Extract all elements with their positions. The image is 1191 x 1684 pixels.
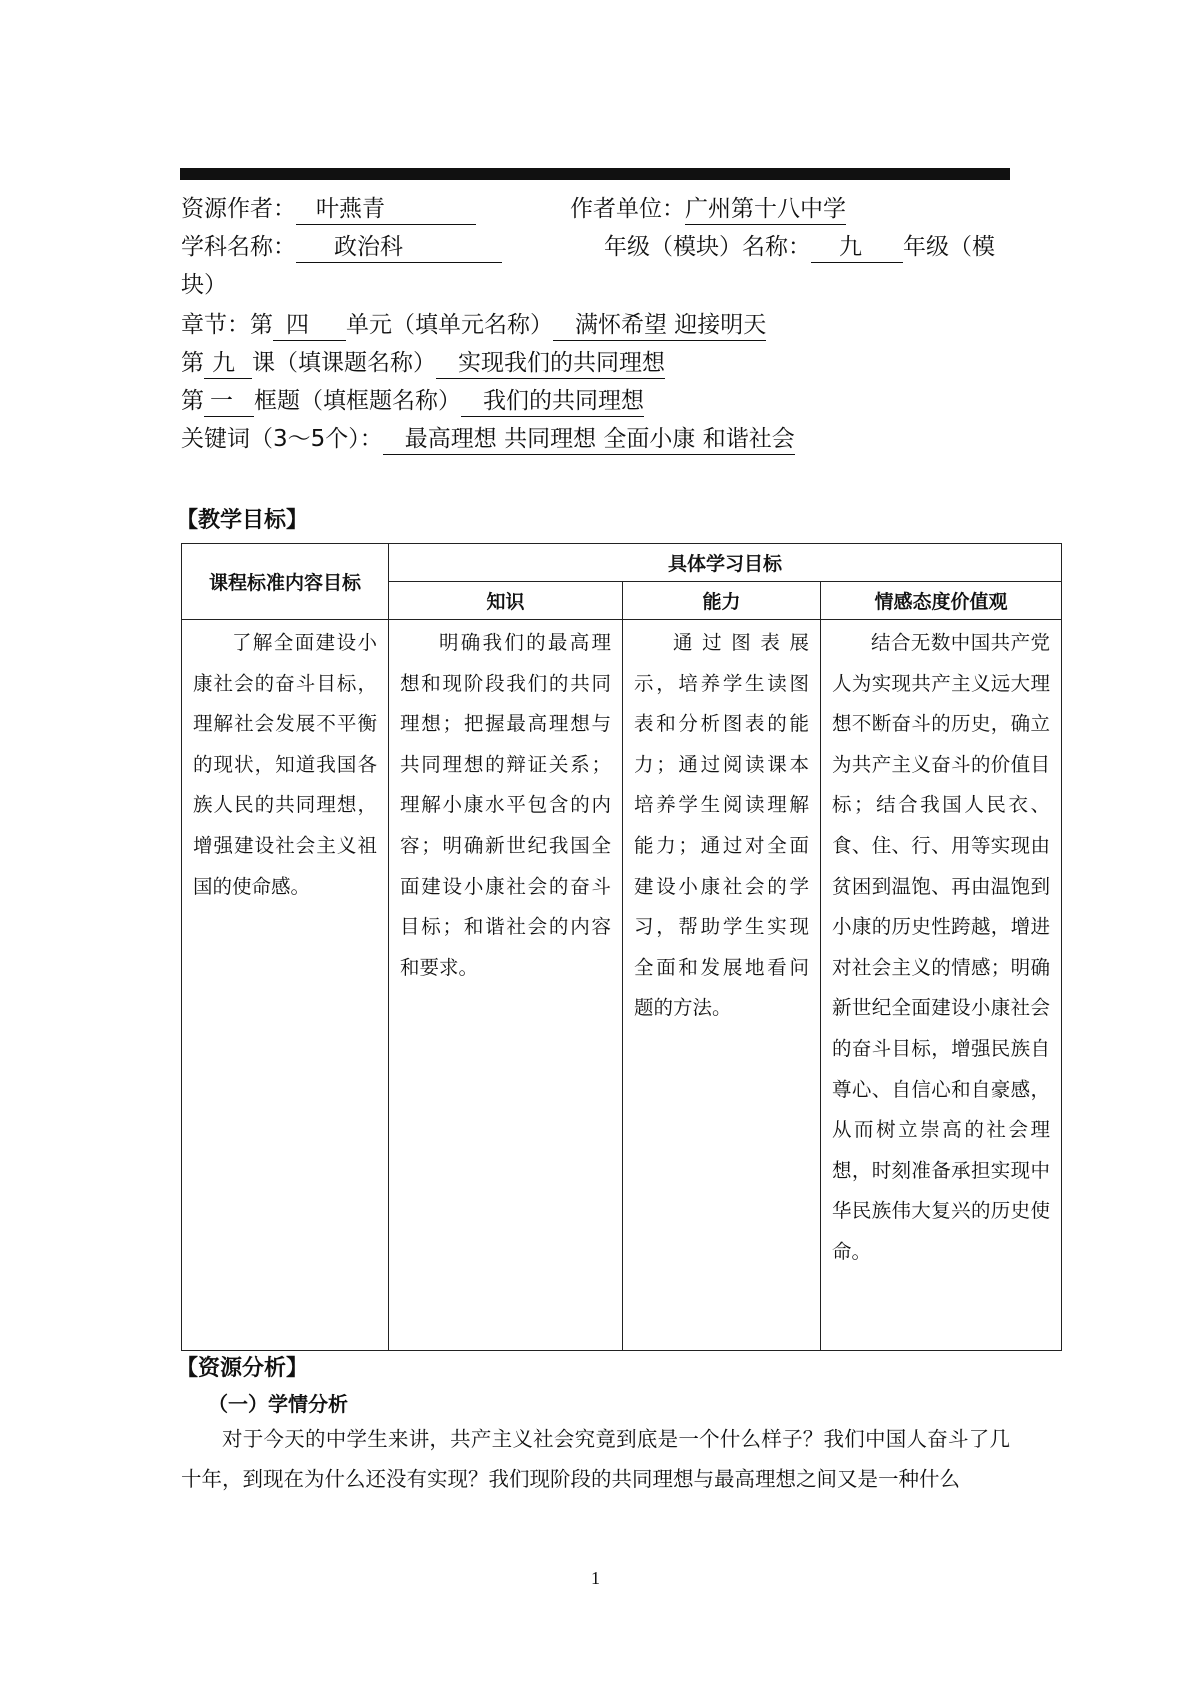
lesson-no: 九 bbox=[204, 348, 252, 379]
cell-standard: 了解全面建设小康社会的奋斗目标，理解社会发展不平衡的现状，知道我国各族人民的共同理想，增强建设社会主义祖国的使命感。 bbox=[182, 620, 389, 1351]
section-title-resources: 【资源分析】 bbox=[176, 1356, 309, 1381]
frame-prefix: 第 bbox=[181, 388, 204, 414]
author-line bbox=[181, 190, 476, 228]
author-value: 叶燕青 bbox=[296, 194, 476, 225]
goals-header-row bbox=[182, 544, 1062, 582]
grade-label: 年级（模块）名称： bbox=[604, 234, 811, 260]
page-number: 1 bbox=[591, 1568, 600, 1588]
lesson-line bbox=[181, 344, 665, 382]
frame-no: 一 bbox=[204, 386, 254, 417]
lesson-mid: 课（填课题名称） bbox=[252, 350, 436, 376]
lesson-name: 实现我们的共同理想 bbox=[436, 348, 665, 379]
chapter-prefix: 章节：第 bbox=[181, 312, 273, 338]
grade-suffix: 年级（模 bbox=[903, 234, 995, 260]
section-title-goals: 【教学目标】 bbox=[176, 508, 309, 533]
frame-name: 我们的共同理想 bbox=[461, 386, 644, 417]
lesson-prefix: 第 bbox=[181, 350, 204, 376]
goals-body-row bbox=[182, 620, 1062, 1351]
frame-mid: 框题（填框题名称） bbox=[254, 388, 461, 414]
grade-value: 九 bbox=[811, 232, 903, 263]
cell-ability: 通过图表展示，培养学生读图表和分析图表的能力；通过阅读课本培养学生阅读理解能力；通过对全面建设小康社会的学习，帮助学生实现全面和发展地看问题的方法。 bbox=[623, 620, 821, 1351]
col-header-ability: 能力 bbox=[623, 582, 821, 620]
grade-wrap: 块） bbox=[181, 272, 227, 298]
col-header-specific: 具体学习目标 bbox=[389, 544, 1062, 582]
keywords-label: 关键词（3～5个）： bbox=[181, 426, 383, 452]
col-header-emotion: 情感态度价值观 bbox=[821, 582, 1062, 620]
frame-line bbox=[181, 382, 644, 420]
header-rule bbox=[180, 168, 1010, 180]
unit-value: 广州第十八中学 bbox=[685, 194, 846, 225]
chapter-unit-no: 四 bbox=[273, 310, 346, 341]
subject-value: 政治科 bbox=[296, 232, 502, 263]
unit-line bbox=[570, 190, 846, 228]
goals-table bbox=[181, 543, 1062, 1351]
chapter-unit-name: 满怀希望 迎接明天 bbox=[553, 310, 766, 341]
col-header-standard: 课程标准内容目标 bbox=[182, 544, 389, 620]
col-header-knowledge: 知识 bbox=[389, 582, 623, 620]
keywords-line bbox=[181, 420, 795, 458]
subject-label: 学科名称： bbox=[181, 234, 296, 260]
author-label: 资源作者： bbox=[181, 196, 296, 222]
grade-line bbox=[604, 228, 995, 266]
keywords-value: 最高理想 共同理想 全面小康 和谐社会 bbox=[383, 424, 795, 455]
subject-line bbox=[181, 228, 502, 266]
body-paragraph: 对于今天的中学生来讲，共产主义社会究竟到底是一个什么样子？我们中国人奋斗了几十年，到现在为什么还没有实现？我们现阶段的共同理想与最高理想之间又是一种什么 bbox=[181, 1427, 1010, 1491]
subsection-title: （一）学情分析 bbox=[208, 1392, 348, 1416]
chapter-mid: 单元（填单元名称） bbox=[346, 312, 553, 338]
unit-label: 作者单位： bbox=[570, 196, 685, 222]
cell-knowledge: 明确我们的最高理想和现阶段我们的共同理想；把握最高理想与共同理想的辩证关系；理解小康水平包含的内容；明确新世纪我国全面建设小康社会的奋斗目标；和谐社会的内容和要求。 bbox=[389, 620, 623, 1351]
cell-emotion: 结合无数中国共产党人为实现共产主义远大理想不断奋斗的历史，确立为共产主义奋斗的价值目标；结合我国人民衣、食、住、行、用等实现由贫困到温饱、再由温饱到小康的历史性跨越，增进对社会主义的情感；明确新世纪全面建设小康社会的奋斗目标，增强民族自尊心、自信心和自豪感，从而树立崇高的社会理想，时刻准备承担实现中华民族伟大复兴的历史使命。 bbox=[821, 620, 1062, 1351]
chapter-line bbox=[181, 306, 766, 344]
